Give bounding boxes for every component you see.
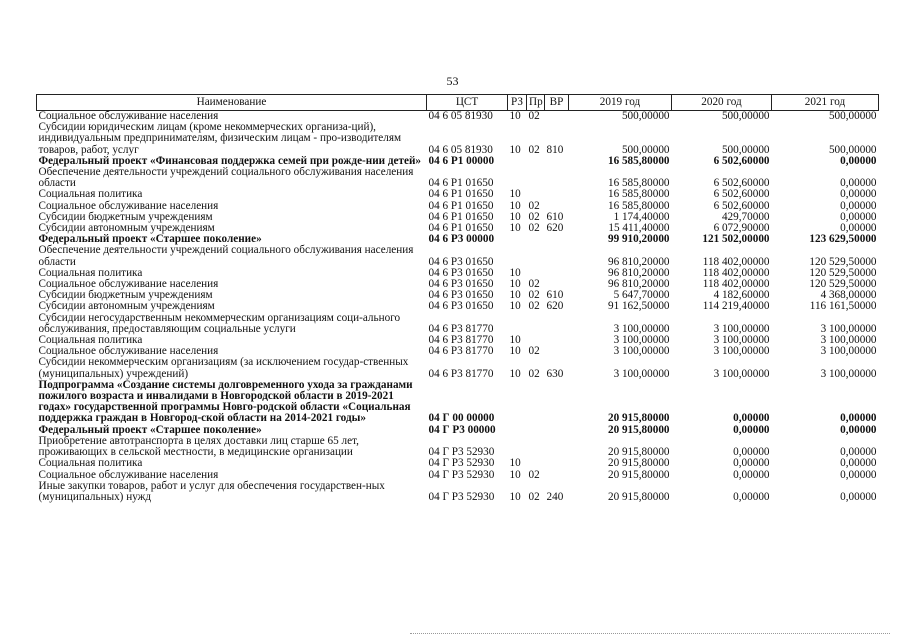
row-rz: 10 [509,457,521,470]
row-name: Субсидии юридическим лицам (кроме некоммерческих организа-ций), индивидуальным предпринимателям, физическим лицам - про-изводителям товаров, работ, услуг [38,121,402,156]
row-cst: 04 6 P3 01650 [428,255,494,268]
row-2020: 500,00000 [721,110,770,122]
table-row [37,481,879,503]
row-2021: 3 100,00000 [820,334,877,347]
row-name: Субсидии негосударственным некоммерческим организациям соци-ального обслуживания, предоставляющим социальные услуги [38,311,401,335]
row-cst: 04 6 P3 01650 [428,278,494,291]
row-2021: 0,00000 [840,446,877,459]
row-cst: 04 6 P3 81770 [428,367,494,380]
row-rz: 10 [509,490,521,503]
row-cst: 04 6 P1 01650 [428,210,494,223]
row-2019: 500,00000 [621,143,670,156]
table-row [37,189,879,200]
row-cst: 04 6 P1 01650 [428,199,494,212]
row-cst: 04 6 P3 81770 [428,322,494,335]
row-2020: 0,00000 [733,412,770,425]
row-rz: 10 [509,266,521,279]
row-cst: 04 6 P3 81770 [428,345,494,358]
row-rz [508,425,527,436]
row-2019: 96 810,20000 [607,266,670,279]
row-rz: 10 [509,222,521,235]
row-vr: 610 [546,210,564,223]
row-2021: 500,00000 [828,143,877,156]
row-name: Социальная политика [38,334,143,347]
row-2021: 3 100,00000 [820,345,877,358]
row-2020: 0,00000 [733,490,770,503]
row-2019: 16 585,80000 [607,188,670,201]
row-pr: 02 [528,110,540,122]
row-2020: 3 100,00000 [713,345,770,358]
row-2021: 0,00000 [840,177,877,190]
row-2019: 20 915,80000 [607,490,670,503]
table-row [37,380,879,425]
row-vr: 620 [546,300,564,313]
row-name: Приобретение автотранспорта в целях доставки лиц старше 65 лет, проживающих в сельской местности, в медицинские организации [38,434,359,459]
row-2020: 3 100,00000 [713,334,770,347]
row-pr: 02 [528,490,540,503]
row-rz: 10 [509,334,521,347]
row-2019: 500,00000 [621,110,670,122]
row-2019: 20 915,80000 [607,468,670,481]
row-vr [545,167,569,189]
row-cst: 04 Г P3 52930 [428,490,495,503]
row-name: Субсидии бюджетным учреждениям [38,210,213,223]
row-2021: 120 529,50000 [809,255,877,268]
row-2021: 120 529,50000 [809,278,877,291]
row-name: Социальное обслуживание населения [38,110,219,122]
row-name: Обеспечение деятельности учреждений социального обслуживания населения области [38,244,414,268]
row-2021: 500,00000 [828,110,877,122]
row-2019: 15 411,40000 [608,222,670,235]
header-rz: РЗ [508,95,527,111]
row-vr [545,425,569,436]
row-name: Социальное обслуживание населения [38,345,219,358]
row-cst: 04 6 P3 01650 [428,300,494,313]
row-rz [508,436,527,458]
row-rz [508,245,527,267]
row-vr [545,335,569,346]
row-2020: 118 402,00000 [702,255,770,268]
row-cst: 04 6 P1 01650 [428,177,494,190]
page-number: 53 [446,74,459,88]
row-2019: 16 585,80000 [607,177,670,190]
row-rz [508,156,527,167]
row-vr [545,268,569,279]
row-name: Иные закупки товаров, работ и услуг для обеспечения государствен-ных (муниципальных) нужд [38,479,385,503]
row-pr: 02 [528,289,540,302]
row-2019: 20 915,80000 [607,412,670,425]
row-2021: 0,00000 [840,210,877,223]
row-pr [527,425,545,436]
row-vr [545,346,569,357]
row-cst: 04 6 P1 01650 [428,222,494,235]
row-pr: 02 [528,468,540,481]
row-pr [527,458,545,469]
row-2019: 3 100,00000 [613,345,670,358]
row-rz [508,167,527,189]
row-cst: 04 6 05 81930 [428,110,493,122]
row-pr [527,189,545,200]
row-cst: 04 Г P3 52930 [428,446,495,459]
row-rz [508,313,527,335]
row-cst: 04 6 P1 00000 [428,154,495,167]
row-2021: 0,00000 [840,188,877,201]
row-2021: 0,00000 [840,222,877,235]
row-2019: 3 100,00000 [613,322,670,335]
row-name: Федеральный проект «Старшее поколение» [38,423,262,436]
row-2020: 118 402,00000 [702,278,770,291]
row-name: Субсидии автономным учреждениям [38,300,215,313]
row-name: Социальное обслуживание населения [38,199,219,212]
row-rz: 10 [509,367,521,380]
row-2020: 121 502,00000 [702,233,770,246]
row-name: Подпрограмма «Создание системы долговременного ухода за гражданами пожилого возраста и инвалидами в Новгородской области в 2019-2021 годах» государственной программы Новго-родской области «Социальная поддержка граждан в Новгород-ской области на 2014-2021 годы» [38,378,413,425]
row-2021: 123 629,50000 [809,233,877,246]
row-vr [545,458,569,469]
row-rz: 10 [509,278,521,291]
row-pr: 02 [528,300,540,313]
row-pr: 02 [528,345,540,358]
row-2019: 3 100,00000 [613,367,670,380]
row-2019: 20 915,80000 [607,457,670,470]
row-pr: 02 [528,222,540,235]
table-row [37,313,879,335]
row-pr: 02 [528,367,540,380]
row-2019: 5 647,70000 [613,289,670,302]
row-2021: 0,00000 [840,468,877,481]
row-name: Обеспечение деятельности учреждений социального обслуживания населения области [38,166,414,190]
row-name: Субсидии некоммерческим организациям (за исключением государ-ственных (муниципальных) учреждений) [38,356,409,380]
header-cst: ЦСТ [427,95,508,111]
row-2019: 20 915,80000 [607,446,670,459]
row-2019: 20 915,80000 [607,423,670,436]
row-rz: 10 [509,300,521,313]
row-2020: 118 402,00000 [702,266,770,279]
budget-table [36,94,879,503]
row-pr [527,234,545,245]
row-name: Федеральный проект «Старшее поколение» [38,233,262,246]
row-2020: 0,00000 [733,446,770,459]
row-2021: 3 100,00000 [820,322,877,335]
row-2020: 3 100,00000 [713,367,770,380]
row-2019: 99 910,20000 [607,233,670,246]
table-row [37,245,879,267]
row-rz: 10 [509,188,521,201]
row-rz [508,234,527,245]
row-2020: 6 072,90000 [713,222,770,235]
row-pr: 02 [528,199,540,212]
row-pr: 02 [528,278,540,291]
row-2021: 120 529,50000 [809,266,877,279]
row-pr: 02 [528,210,540,223]
row-2020: 0,00000 [733,423,770,436]
row-cst: 04 Г P3 52930 [428,457,495,470]
row-vr [545,436,569,458]
row-vr: 610 [546,289,564,302]
row-2019: 16 585,80000 [607,154,670,167]
row-2021: 3 100,00000 [820,367,877,380]
row-2021: 0,00000 [840,457,877,470]
row-cst: 04 Г P3 00000 [428,423,496,436]
row-rz [508,380,527,425]
row-cst: 04 6 05 81930 [428,143,493,156]
row-rz: 10 [509,289,521,302]
row-pr [527,167,545,189]
row-pr [527,313,545,335]
row-name: Социальное обслуживание населения [38,468,219,481]
header-2020: 2020 год [672,95,772,111]
row-pr: 02 [528,143,540,156]
row-2021: 116 161,50000 [809,300,877,313]
row-2019: 91 162,50000 [607,300,670,313]
row-2021: 0,00000 [840,412,877,425]
row-rz: 10 [509,110,521,122]
row-vr: 630 [546,367,564,380]
row-vr [545,470,569,481]
row-rz: 10 [509,143,521,156]
row-2020: 500,00000 [721,143,770,156]
table-row [37,357,879,379]
row-2021: 0,00000 [840,423,877,436]
row-vr: 810 [546,143,564,156]
row-vr [545,245,569,267]
row-pr [527,380,545,425]
row-rz: 10 [509,210,521,223]
footer-dotted-rule [410,633,890,634]
row-name: Социальная политика [38,188,143,201]
row-2020: 6 502,60000 [713,154,770,167]
row-2019: 1 174,40000 [613,210,670,223]
header-vr: ВР [545,95,569,111]
row-2021: 0,00000 [840,490,877,503]
row-cst: 04 6 P3 00000 [428,233,495,246]
row-vr [545,234,569,245]
row-cst: 04 Г P3 52930 [428,468,495,481]
row-2020: 0,00000 [733,468,770,481]
row-2020: 114 219,40000 [702,300,770,313]
row-pr [527,156,545,167]
row-pr [527,436,545,458]
row-name: Субсидии бюджетным учреждениям [38,289,213,302]
table-header-row [37,95,879,111]
row-2021: 0,00000 [840,199,877,212]
row-vr [545,189,569,200]
row-2020: 429,70000 [721,210,770,223]
row-rz: 10 [509,468,521,481]
row-vr [545,380,569,425]
row-name: Социальная политика [38,457,143,470]
row-vr [545,156,569,167]
row-name: Субсидии автономным учреждениям [38,222,215,235]
header-name: Наименование [37,95,427,111]
row-2019: 16 585,80000 [607,199,670,212]
table-row [37,167,879,189]
row-2019: 3 100,00000 [613,334,670,347]
row-vr: 240 [546,490,564,503]
table-row [37,301,879,312]
row-pr [527,245,545,267]
row-name: Федеральный проект «Финансовая поддержка семей при рожде-нии детей» [38,154,422,167]
row-name: Социальная политика [38,266,143,279]
row-2021: 4 368,00000 [820,289,877,302]
row-2021: 0,00000 [840,154,877,167]
row-cst: 04 6 P3 01650 [428,266,494,279]
row-cst: 04 Г 00 00000 [428,412,495,425]
row-2019: 96 810,20000 [607,255,670,268]
row-rz: 10 [509,199,521,212]
row-vr [545,111,569,123]
row-2020: 4 182,60000 [713,289,770,302]
header-2019: 2019 год [569,95,672,111]
row-2020: 0,00000 [733,457,770,470]
table-row [37,436,879,458]
row-rz: 10 [509,345,521,358]
row-2020: 6 502,60000 [713,188,770,201]
row-cst: 04 6 P3 81770 [428,334,494,347]
row-2020: 6 502,60000 [713,199,770,212]
row-cst: 04 6 P3 01650 [428,289,494,302]
row-2020: 6 502,60000 [713,177,770,190]
header-pr: Пр [527,95,545,111]
row-vr [545,313,569,335]
row-cst: 04 6 P1 01650 [428,188,494,201]
row-name: Социальное обслуживание населения [38,278,219,291]
row-vr: 620 [546,222,564,235]
table-row [37,122,879,156]
row-2020: 3 100,00000 [713,322,770,335]
table-row [37,458,879,469]
row-2019: 96 810,20000 [607,278,670,291]
header-2021: 2021 год [772,95,879,111]
